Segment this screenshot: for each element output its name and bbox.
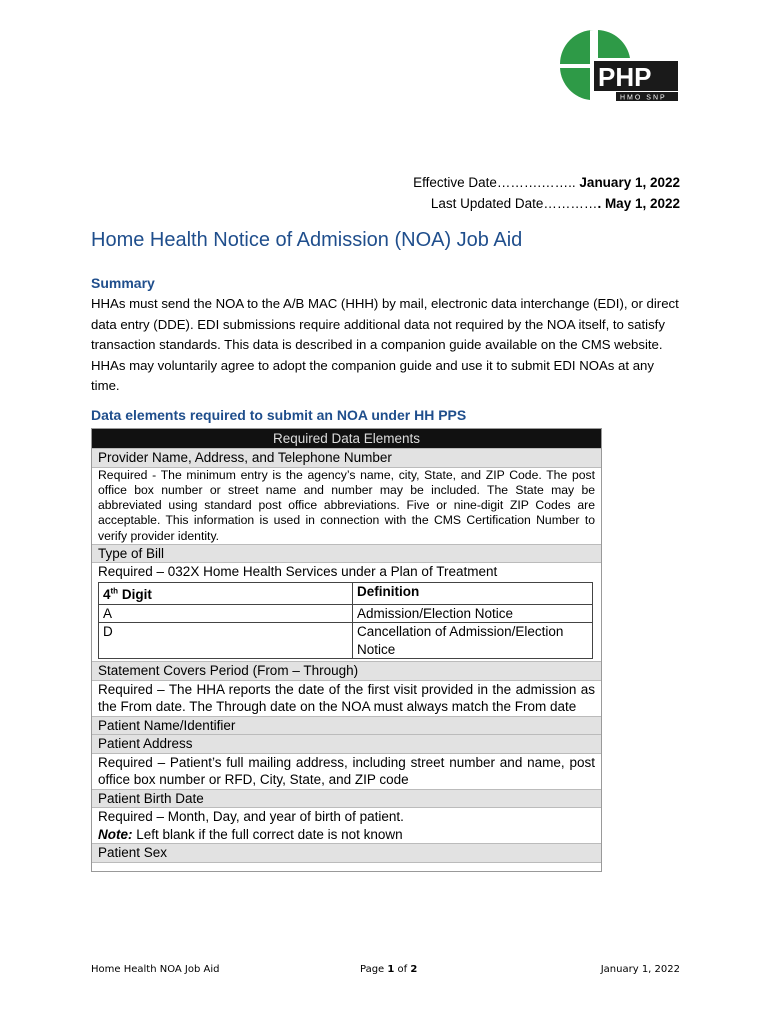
logo-cross-green <box>560 30 594 64</box>
digit-cell: A <box>99 604 353 623</box>
digit-definition-table <box>98 582 593 660</box>
effective-date-label: Effective Date……….…….. <box>413 175 576 190</box>
patient-address-label: Patient Address <box>92 734 601 753</box>
footer-title: Home Health NOA Job Aid <box>91 964 220 975</box>
document-dates <box>413 172 680 214</box>
required-data-table <box>91 428 602 872</box>
php-logo <box>556 28 680 106</box>
data-elements-heading: Data elements required to submit an NOA under HH PPS <box>91 407 467 423</box>
empty-row <box>92 862 601 871</box>
table-row <box>99 604 593 623</box>
table-row <box>99 582 593 604</box>
updated-date-label: Last Updated Date………… <box>430 196 598 211</box>
bill-type-description: Required – 032X Home Health Services under a Plan of Treatment <box>98 564 498 580</box>
summary-heading: Summary <box>91 275 155 291</box>
page-title: Home Health Notice of Admission (NOA) Job Aid <box>91 229 523 251</box>
patient-birth-note: Note: Left blank if the full correct date is not known <box>98 826 403 842</box>
patient-birth-label: Patient Birth Date <box>92 789 601 808</box>
digit-column-header: 4th Digit <box>99 582 353 604</box>
logo-subtext: HMO SNP <box>620 94 667 102</box>
logo-text: PHP <box>598 62 652 92</box>
period-description: Required – The HHA reports the date of the first visit provided in the admission as the From date. The Through date on the NOA must always match the From date <box>92 680 601 716</box>
patient-address-description: Required – Patient’s full mailing address, including street number and name, post office box number or RFD, City, State, and ZIP code <box>92 753 601 789</box>
definition-cell: Cancellation of Admission/Election Notice <box>353 623 593 659</box>
provider-label: Provider Name, Address, and Telephone Number <box>92 448 601 467</box>
table-row <box>99 623 593 659</box>
period-label: Statement Covers Period (From – Through) <box>92 661 601 680</box>
patient-name-label: Patient Name/Identifier <box>92 716 601 735</box>
patient-birth-description: Required – Month, Day, and year of birth of patient. Note: Left blank if the full correct date is not known <box>92 807 601 843</box>
effective-date-value: January 1, 2022 <box>579 175 680 190</box>
bill-type-section <box>92 562 601 659</box>
bill-type-label: Type of Bill <box>92 544 601 563</box>
table-header: Required Data Elements <box>92 429 601 448</box>
footer-date: January 1, 2022 <box>600 964 680 975</box>
definition-cell: Admission/Election Notice <box>353 604 593 623</box>
svg-text:TM: TM <box>668 62 676 68</box>
patient-sex-label: Patient Sex <box>92 843 601 862</box>
footer-page-number: Page 1 of 2 <box>360 964 418 975</box>
definition-column-header: Definition <box>353 582 593 604</box>
summary-text: HHAs must send the NOA to the A/B MAC (HHH) by mail, electronic data interchange (EDI), or direct data entry (DDE). EDI submissions require additional data not required by the NOA itself, to satisfy transaction standards. This data is described in a companion guide available on the CMS website. HHAs may voluntarily agree to adopt the companion guide and use it to submit EDI NOAs at any time. <box>91 296 679 393</box>
provider-description: Required - The minimum entry is the agency’s name, city, State, and ZIP Code. The post office box number or street name and number may be included. The State may be abbreviated using standard post office abbreviations. Five or nine-digit ZIP Codes are acceptable. This information is used in connection with the CMS Certification Number to verify provider identity. <box>92 467 601 544</box>
digit-cell: D <box>99 623 353 659</box>
updated-date-value: . May 1, 2022 <box>597 196 680 211</box>
